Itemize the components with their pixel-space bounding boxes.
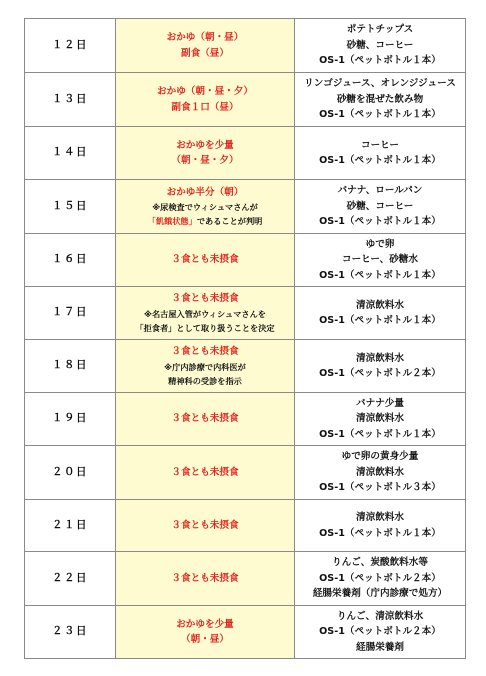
food-intake-table: [24, 18, 466, 659]
food-line: ３食とも未摂食: [171, 572, 239, 584]
note-line: [116, 214, 294, 228]
drink-cell: [295, 73, 466, 127]
day-cell: １９日: [25, 393, 116, 446]
drink-line: ゆで卵の黄身少量: [341, 451, 419, 463]
food-line: ３食とも未摂食: [171, 254, 239, 266]
drink-line: りんご、清涼飲料水: [336, 610, 424, 622]
note-line: ※尿検査でウィシュマさんが: [152, 202, 258, 213]
drink-line: OS-1（ペットボトル１本）: [319, 315, 441, 326]
food-line: 副食１口（昼）: [171, 101, 239, 113]
food-cell: [116, 180, 295, 234]
drink-line: OS-1（ペットボトル２本）: [319, 368, 441, 379]
table-row: [25, 606, 466, 659]
table-row: [25, 552, 466, 606]
food-line: ３食とも未摂食: [171, 413, 239, 425]
day-cell: １６日: [25, 234, 116, 287]
drink-line: OS-1（ペットボトル１本）: [319, 155, 441, 166]
food-line: おかゆ（朝・昼・夕）: [157, 86, 253, 97]
drink-line: 経腸栄養剤（庁内診療で処方）: [312, 588, 448, 600]
drink-line: ゆで卵: [365, 238, 395, 250]
drink-line: ポテトチップス: [346, 24, 414, 36]
drink-line: OS-1（ペットボトル２本）: [319, 626, 441, 638]
drink-line: OS-1（ペットボトル１本）: [319, 269, 441, 281]
table-row: [25, 446, 466, 500]
food-line: ３食とも未摂食: [171, 293, 239, 305]
drink-line: バナナ少量: [356, 397, 404, 409]
food-cell: [116, 500, 295, 552]
table-row: [25, 73, 466, 127]
food-cell: [116, 127, 295, 180]
table-row: [25, 500, 466, 552]
food-line: （朝・昼）: [181, 634, 229, 645]
drink-cell: [295, 180, 466, 234]
food-line: ３食とも未摂食: [171, 346, 239, 358]
food-line: ３食とも未摂食: [171, 466, 239, 478]
drink-line: バナナ、ロールパン: [337, 185, 423, 197]
drink-cell: [295, 340, 466, 393]
food-line: ３食とも未摂食: [171, 519, 239, 531]
table-row: [25, 19, 466, 73]
food-cell: [116, 73, 295, 127]
drink-line: OS-1（ペットボトル２本）: [319, 572, 441, 584]
drink-line: 清涼飲料水: [356, 352, 404, 364]
food-cell: [116, 19, 295, 73]
food-line: おかゆ半分（朝）: [166, 186, 244, 198]
food-line: 副食（昼）: [181, 47, 229, 59]
drink-line: OS-1（ペットボトル３本）: [319, 482, 441, 494]
table-row: [25, 180, 466, 234]
day-cell: ２１日: [25, 500, 116, 552]
drink-line: OS-1（ペットボトル１本）: [319, 216, 441, 228]
drink-line: 砂糖、コーヒー: [346, 200, 414, 212]
note-line: 精神科の受診を指示: [168, 375, 242, 386]
table-row: [25, 393, 466, 446]
day-cell: １７日: [25, 287, 116, 340]
table-row: [25, 287, 466, 340]
table-body: [25, 19, 466, 659]
drink-cell: [295, 287, 466, 340]
drink-line: OS-1（ペットボトル１本）: [319, 55, 441, 67]
food-line: （朝・昼・夕）: [171, 155, 239, 166]
drink-line: 砂糖を混ぜた飲み物: [336, 93, 424, 105]
drink-line: 清涼飲料水: [356, 466, 404, 478]
day-cell: ２０日: [25, 446, 116, 500]
drink-cell: [295, 234, 466, 287]
food-cell: [116, 340, 295, 393]
drink-line: 清涼飲料水: [356, 413, 404, 425]
food-line: おかゆを少量: [176, 618, 234, 630]
drink-cell: [295, 552, 466, 606]
food-cell: [116, 393, 295, 446]
drink-cell: [295, 446, 466, 500]
drink-line: 経腸栄養剤: [356, 641, 404, 653]
day-cell: １３日: [25, 73, 116, 127]
drink-cell: [295, 500, 466, 552]
day-cell: １４日: [25, 127, 116, 180]
drink-line: OS-1（ペットボトル１本）: [319, 527, 441, 539]
drink-line: 清涼飲料水: [356, 512, 404, 523]
food-cell: [116, 606, 295, 659]
drink-line: コーヒー、砂糖水: [342, 254, 418, 266]
drink-cell: [295, 606, 466, 659]
note-line: ※庁内診療で内科医が: [164, 361, 246, 372]
day-cell: １５日: [25, 180, 116, 234]
food-cell: [116, 287, 295, 340]
drink-cell: [295, 393, 466, 446]
day-cell: ２３日: [25, 606, 116, 659]
day-cell: ２２日: [25, 552, 116, 606]
drink-line: 清涼飲料水: [356, 299, 404, 311]
drink-line: コーヒー: [361, 139, 399, 151]
drink-line: リンゴジュース、オレンジジュース: [304, 78, 456, 90]
food-cell: [116, 446, 295, 500]
day-cell: １２日: [25, 19, 116, 73]
drink-line: OS-1（ペットボトル１本）: [319, 428, 441, 440]
drink-cell: [295, 19, 466, 73]
food-cell: [116, 552, 295, 606]
note-highlight: 「飢餓状態」: [147, 216, 197, 227]
day-cell: １８日: [25, 340, 116, 393]
note-line: ※名古屋入管がウィシュマさんを: [144, 308, 266, 319]
drink-line: OS-1（ペットボトル１本）: [319, 109, 441, 121]
food-line: おかゆ（朝・昼）: [166, 32, 244, 43]
table-row: [25, 340, 466, 393]
drink-line: 砂糖、コーヒー: [346, 39, 414, 51]
drink-cell: [295, 127, 466, 180]
food-cell: [116, 234, 295, 287]
drink-line: りんご、炭酸飲料水等: [332, 557, 428, 569]
food-line: おかゆを少量: [176, 139, 234, 151]
note-text: であることが判明: [196, 216, 263, 227]
table-row: [25, 234, 466, 287]
table-row: [25, 127, 466, 180]
note-line: 「拒食者」として取り扱うことを決定: [135, 322, 275, 333]
